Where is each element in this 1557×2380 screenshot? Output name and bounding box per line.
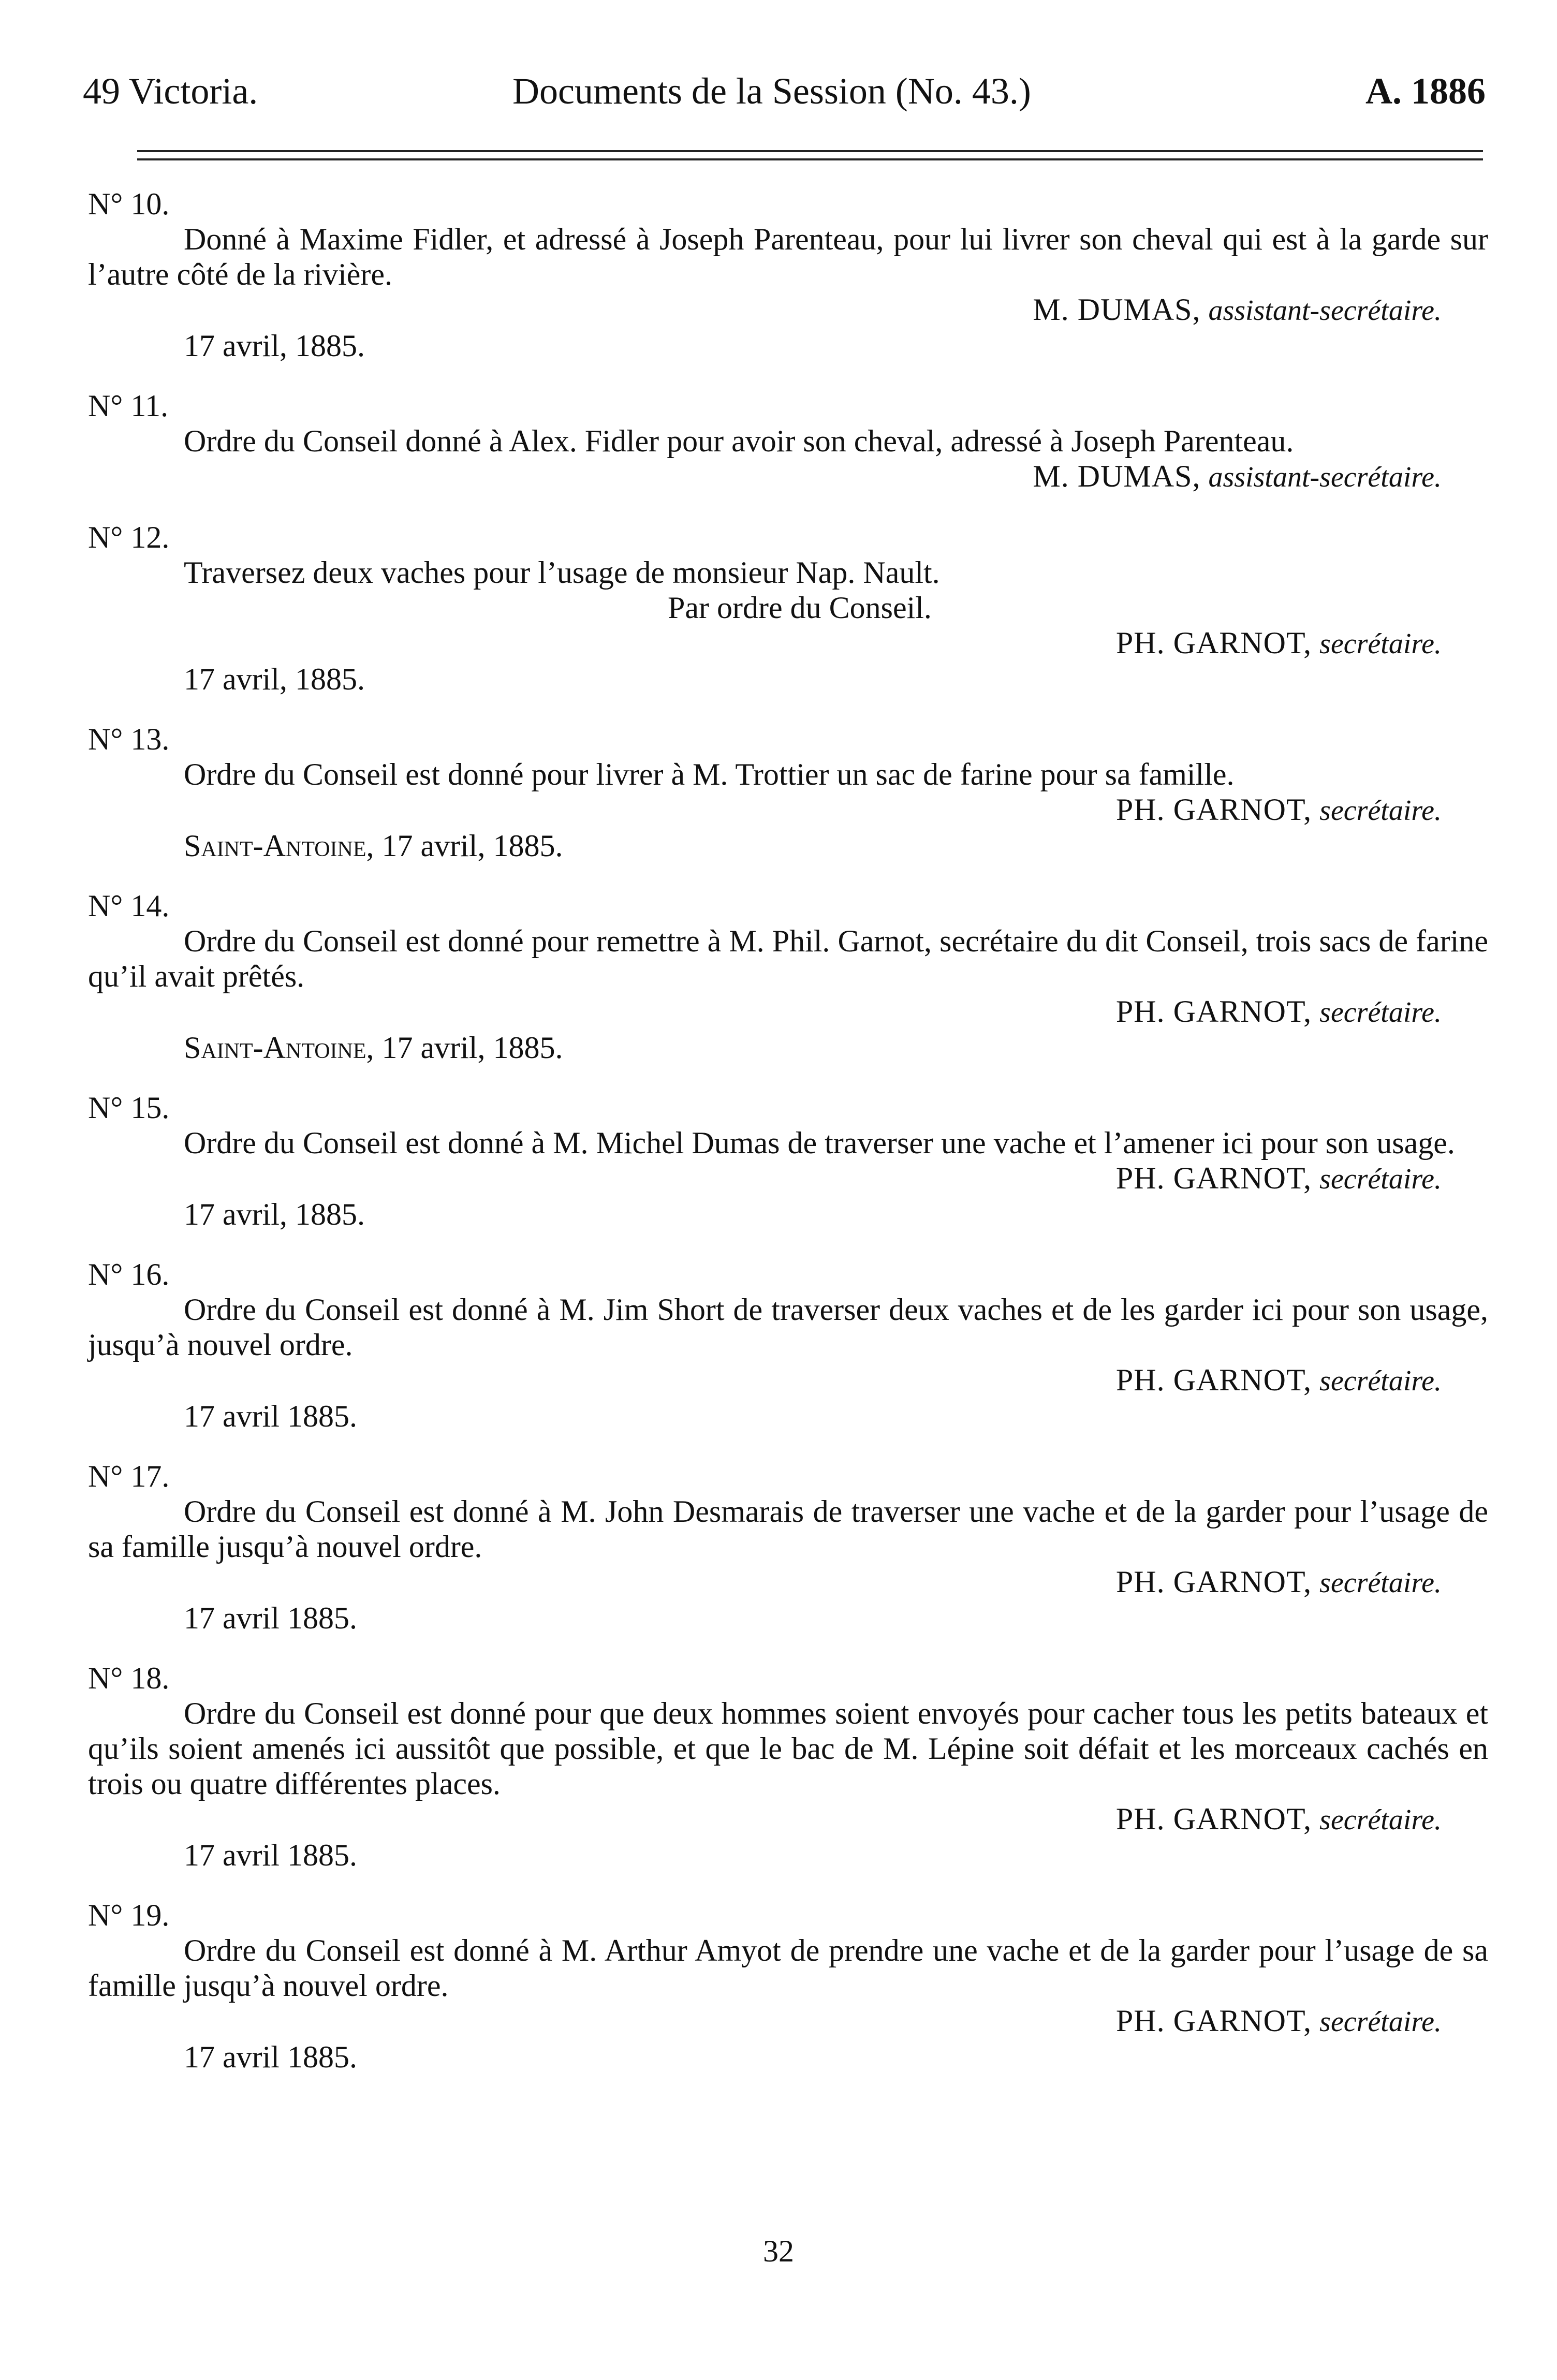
- entry-date-text: 17 avril, 1885.: [381, 829, 563, 863]
- authority-line: Par ordre du Conseil.: [668, 591, 932, 625]
- signature: [88, 1801, 1488, 1838]
- entry-number: N° 19.: [88, 1898, 170, 1932]
- signature-role: secrétaire.: [1319, 996, 1442, 1029]
- entry-number: N° 14.: [88, 889, 170, 923]
- entry-number: N° 10.: [88, 187, 170, 221]
- signature: [88, 792, 1488, 828]
- entry-date: [88, 1600, 1488, 1636]
- header-year: A. 1886: [1365, 70, 1486, 112]
- signature-name: PH. GARNOT,: [1115, 1565, 1312, 1599]
- entry-text: Ordre du Conseil est donné à M. John Desmarais de traverser une vache et de la garder pour l’usage de sa famille jusqu’à nouvel ordre.: [88, 1494, 1488, 1564]
- signature: [88, 1160, 1488, 1197]
- entry-number: N° 15.: [88, 1091, 170, 1125]
- entry-date-text: 17 avril 1885.: [184, 2040, 357, 2074]
- entry-place: Saint-Antoine,: [184, 1031, 374, 1065]
- entry-text: Ordre du Conseil est donné à M. Michel Dumas de traverser une vache et l’amener ici pour son usage.: [184, 1126, 1455, 1160]
- signature: [88, 459, 1488, 495]
- order-entry: [88, 186, 1488, 363]
- entry-text: Traversez deux vaches pour l’usage de monsieur Nap. Nault.: [184, 555, 940, 590]
- signature-role: secrétaire.: [1319, 1567, 1442, 1599]
- entry-text: Donné à Maxime Fidler, et adressé à Joseph Parenteau, pour lui livrer son cheval qui est à la garde sur l’autre côté de la rivière.: [88, 222, 1488, 291]
- entry-date-text: 17 avril, 1885.: [381, 1031, 563, 1065]
- signature: [88, 994, 1488, 1030]
- entry-date-text: 17 avril 1885.: [184, 1838, 357, 1872]
- entry-text: Ordre du Conseil est donné pour remettre à M. Phil. Garnot, secrétaire du dit Conseil, trois sacs de farine qu’il avait prêtés.: [88, 924, 1488, 993]
- entry-date: [88, 1399, 1488, 1434]
- signature-role: secrétaire.: [1319, 1804, 1442, 1836]
- signature-name: PH. GARNOT,: [1115, 1363, 1312, 1397]
- signature-role: assistant-secrétaire.: [1208, 461, 1442, 493]
- order-entry: [88, 388, 1488, 495]
- signature-role: secrétaire.: [1319, 628, 1442, 660]
- signature-name: PH. GARNOT,: [1115, 792, 1312, 827]
- entry-date: [88, 328, 1488, 363]
- entry-date: [88, 1197, 1488, 1232]
- entry-date: [88, 2039, 1488, 2075]
- order-entry: [88, 722, 1488, 863]
- entry-text: Ordre du Conseil donné à Alex. Fidler pour avoir son cheval, adressé à Joseph Parenteau.: [184, 424, 1294, 458]
- entry-date-text: 17 avril, 1885.: [184, 1197, 365, 1231]
- order-entry: [88, 1090, 1488, 1232]
- entry-text: Ordre du Conseil est donné pour que deux hommes soient envoyés pour cacher tous les petits bateaux et qu’ils soient amenés ici aussitôt que possible, et que le bac de M. Lépine soit défait et les morceaux cachés en trois ou quatre différentes places.: [88, 1696, 1488, 1801]
- entry-text: Ordre du Conseil est donné à M. Arthur Amyot de prendre une vache et de la garder pour l’usage de sa famille jusqu’à nouvel ordre.: [88, 1933, 1488, 2003]
- signature: [88, 2003, 1488, 2039]
- running-header: [83, 70, 1486, 111]
- signature: [88, 292, 1488, 328]
- page-number: 32: [763, 2234, 794, 2268]
- header-rule-top: [137, 150, 1483, 152]
- order-entry: [88, 888, 1488, 1065]
- entry-date-text: 17 avril, 1885.: [184, 329, 365, 363]
- entry-date-text: 17 avril 1885.: [184, 1601, 357, 1635]
- order-entry: [88, 1257, 1488, 1434]
- entry-date: [88, 1030, 1488, 1065]
- entry-number: N° 17.: [88, 1459, 170, 1493]
- signature-name: M. DUMAS,: [1033, 292, 1201, 327]
- entry-number: N° 11.: [88, 389, 169, 423]
- signature-role: assistant-secrétaire.: [1208, 295, 1442, 327]
- header-rule-bottom: [137, 158, 1483, 160]
- entry-text: Ordre du Conseil est donné à M. Jim Short de traverser deux vaches et de les garder ici pour son usage, jusqu’à nouvel ordre.: [88, 1292, 1488, 1362]
- entry-date: [88, 1838, 1488, 1873]
- header-regnal-year: 49 Victoria.: [83, 70, 258, 112]
- entry-date: [88, 828, 1488, 863]
- signature-name: PH. GARNOT,: [1115, 994, 1312, 1029]
- document-body: [88, 186, 1488, 2099]
- signature: [88, 1564, 1488, 1600]
- signature-name: PH. GARNOT,: [1115, 1802, 1312, 1836]
- signature-name: PH. GARNOT,: [1115, 1161, 1312, 1195]
- entry-text: Ordre du Conseil est donné pour livrer à M. Trottier un sac de farine pour sa famille.: [184, 757, 1235, 791]
- entry-date: [88, 662, 1488, 697]
- entry-date-text: 17 avril, 1885.: [184, 662, 365, 696]
- entry-number: N° 12.: [88, 520, 170, 554]
- entry-date-text: 17 avril 1885.: [184, 1399, 357, 1433]
- entry-number: N° 13.: [88, 722, 170, 756]
- order-entry: [88, 1459, 1488, 1636]
- signature: [88, 1362, 1488, 1399]
- signature-role: secrétaire.: [1319, 2006, 1442, 2038]
- order-entry: [88, 520, 1488, 697]
- entry-number: N° 18.: [88, 1661, 170, 1695]
- signature: [88, 625, 1488, 662]
- order-entry: [88, 1898, 1488, 2075]
- entry-place: Saint-Antoine,: [184, 829, 374, 863]
- entry-number: N° 16.: [88, 1257, 170, 1291]
- signature-role: secrétaire.: [1319, 1365, 1442, 1397]
- signature-role: secrétaire.: [1319, 795, 1442, 827]
- signature-role: secrétaire.: [1319, 1163, 1442, 1195]
- signature-name: PH. GARNOT,: [1115, 626, 1312, 660]
- order-entry: [88, 1661, 1488, 1873]
- signature-name: PH. GARNOT,: [1115, 2004, 1312, 2038]
- header-document-title: Documents de la Session (No. 43.): [512, 70, 1031, 112]
- signature-name: M. DUMAS,: [1033, 459, 1201, 493]
